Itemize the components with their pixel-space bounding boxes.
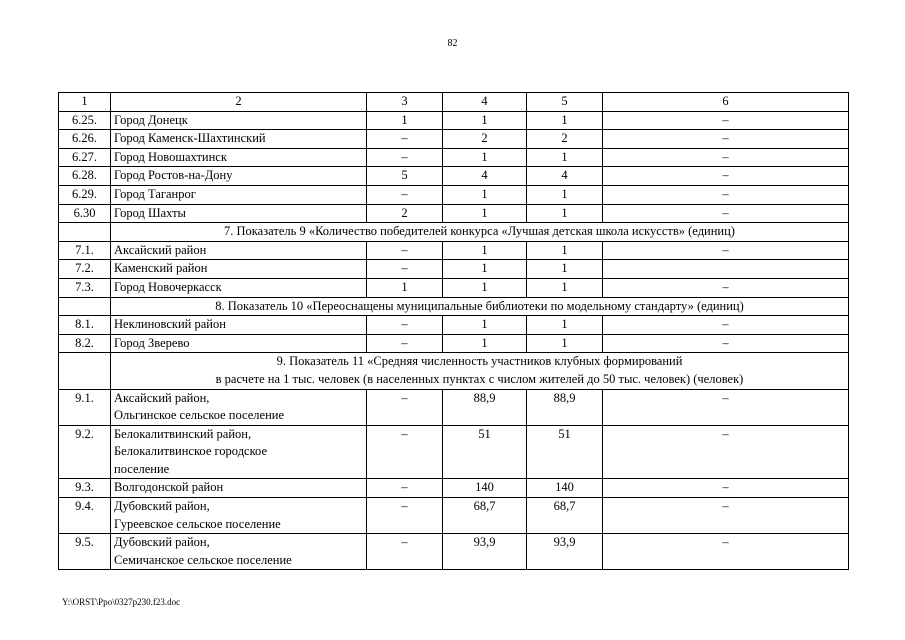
value-cell-col5: 140	[527, 479, 603, 498]
value-cell-col3: –	[367, 498, 443, 534]
row-number-cell: 9.4.	[59, 498, 111, 534]
row-number-cell: 7.1.	[59, 241, 111, 260]
table-row	[59, 204, 849, 223]
value-cell-col3: –	[367, 479, 443, 498]
table-row	[59, 260, 849, 279]
row-number-cell: 9.3.	[59, 479, 111, 498]
row-number-cell: 7.2.	[59, 260, 111, 279]
value-cell-col5: 1	[527, 204, 603, 223]
table-row	[59, 111, 849, 130]
value-cell-col4: 93,9	[443, 534, 527, 570]
value-cell-col5: 88,9	[527, 389, 603, 425]
indicator-table	[58, 92, 849, 570]
value-cell-col4: 88,9	[443, 389, 527, 425]
row-number-cell: 8.1.	[59, 316, 111, 335]
value-cell-col6: –	[603, 534, 849, 570]
value-cell-col3: –	[367, 241, 443, 260]
value-cell-col4: 1	[443, 204, 527, 223]
municipality-cell: Волгодонской район	[111, 479, 367, 498]
header-cell: 1	[59, 93, 111, 112]
municipality-cell: Город Каменск-Шахтинский	[111, 130, 367, 149]
value-cell-col6: –	[603, 130, 849, 149]
value-cell-col6	[603, 260, 849, 279]
section-title: 7. Показатель 9 «Количество победителей конкурса «Лучшая детская школа искусств» (единиц)	[111, 223, 849, 242]
value-cell-col5: 1	[527, 241, 603, 260]
municipality-cell: Белокалитвинский район, Белокалитвинское городское поселение	[111, 425, 367, 479]
value-cell-col5: 4	[527, 167, 603, 186]
value-cell-col5: 51	[527, 425, 603, 479]
row-number-cell: 9.2.	[59, 425, 111, 479]
row-number-cell: 6.25.	[59, 111, 111, 130]
value-cell-col3: –	[367, 185, 443, 204]
header-cell: 5	[527, 93, 603, 112]
value-cell-col3: 5	[367, 167, 443, 186]
table-row	[59, 425, 849, 479]
value-cell-col5: 68,7	[527, 498, 603, 534]
row-number-cell: 6.28.	[59, 167, 111, 186]
municipality-cell: Город Зверево	[111, 334, 367, 353]
value-cell-col5: 1	[527, 111, 603, 130]
value-cell-col6: –	[603, 185, 849, 204]
municipality-cell: Город Шахты	[111, 204, 367, 223]
value-cell-col5: 1	[527, 260, 603, 279]
value-cell-col5: 2	[527, 130, 603, 149]
value-cell-col4: 51	[443, 425, 527, 479]
value-cell-col5: 1	[527, 278, 603, 297]
row-number-cell: 6.27.	[59, 148, 111, 167]
header-cell: 4	[443, 93, 527, 112]
row-number-cell: 9.1.	[59, 389, 111, 425]
municipality-cell: Неклиновский район	[111, 316, 367, 335]
table-row	[59, 316, 849, 335]
value-cell-col3: 1	[367, 111, 443, 130]
row-number-cell: 7.3.	[59, 278, 111, 297]
section-number-cell	[59, 353, 111, 389]
value-cell-col3: –	[367, 534, 443, 570]
municipality-cell: Город Новочеркасск	[111, 278, 367, 297]
value-cell-col6: –	[603, 316, 849, 335]
value-cell-col3: 2	[367, 204, 443, 223]
value-cell-col6: –	[603, 167, 849, 186]
table-row	[59, 241, 849, 260]
row-number-cell: 6.29.	[59, 185, 111, 204]
value-cell-col5: 1	[527, 185, 603, 204]
page-number: 82	[447, 38, 458, 49]
value-cell-col5: 1	[527, 148, 603, 167]
section-title: 9. Показатель 11 «Средняя численность участников клубных формирований в расчете на 1 тыс. человек (в населенных пунктах с числом жителей до 50 тыс. человек) (человек)	[111, 353, 849, 389]
value-cell-col4: 1	[443, 334, 527, 353]
value-cell-col3: –	[367, 130, 443, 149]
section-header-row	[59, 297, 849, 316]
value-cell-col5: 93,9	[527, 534, 603, 570]
municipality-cell: Аксайский район	[111, 241, 367, 260]
value-cell-col4: 1	[443, 185, 527, 204]
municipality-cell: Аксайский район, Ольгинское сельское поселение	[111, 389, 367, 425]
value-cell-col4: 1	[443, 278, 527, 297]
value-cell-col3: 1	[367, 278, 443, 297]
value-cell-col4: 2	[443, 130, 527, 149]
header-cell: 2	[111, 93, 367, 112]
table-row	[59, 389, 849, 425]
municipality-cell: Город Донецк	[111, 111, 367, 130]
header-cell: 3	[367, 93, 443, 112]
value-cell-col6: –	[603, 389, 849, 425]
municipality-cell: Каменский район	[111, 260, 367, 279]
table-row	[59, 334, 849, 353]
table-row	[59, 498, 849, 534]
table-body	[59, 93, 849, 570]
table-row	[59, 167, 849, 186]
header-cell: 6	[603, 93, 849, 112]
table-row	[59, 185, 849, 204]
value-cell-col3: –	[367, 260, 443, 279]
table-row	[59, 278, 849, 297]
section-header-row	[59, 353, 849, 389]
value-cell-col6: –	[603, 479, 849, 498]
value-cell-col4: 1	[443, 316, 527, 335]
value-cell-col5: 1	[527, 334, 603, 353]
municipality-cell: Город Ростов-на-Дону	[111, 167, 367, 186]
row-number-cell: 8.2.	[59, 334, 111, 353]
row-number-cell: 6.26.	[59, 130, 111, 149]
value-cell-col6: –	[603, 334, 849, 353]
value-cell-col6: –	[603, 498, 849, 534]
value-cell-col4: 140	[443, 479, 527, 498]
table-row	[59, 148, 849, 167]
table-row	[59, 534, 849, 570]
section-number-cell	[59, 223, 111, 242]
value-cell-col6: –	[603, 111, 849, 130]
row-number-cell: 6.30	[59, 204, 111, 223]
value-cell-col5: 1	[527, 316, 603, 335]
municipality-cell: Дубовский район, Гуреевское сельское поселение	[111, 498, 367, 534]
value-cell-col6: –	[603, 425, 849, 479]
value-cell-col6: –	[603, 278, 849, 297]
value-cell-col6: –	[603, 148, 849, 167]
value-cell-col4: 1	[443, 148, 527, 167]
section-header-row	[59, 223, 849, 242]
section-number-cell	[59, 297, 111, 316]
value-cell-col3: –	[367, 148, 443, 167]
value-cell-col4: 4	[443, 167, 527, 186]
row-number-cell: 9.5.	[59, 534, 111, 570]
section-title: 8. Показатель 10 «Переоснащены муниципальные библиотеки по модельному стандарту» (единиц)	[111, 297, 849, 316]
footer-file-path: Y:\ORST\Ppo\0327p230.f23.doc	[62, 597, 181, 607]
municipality-cell: Дубовский район, Семичанское сельское поселение	[111, 534, 367, 570]
value-cell-col4: 1	[443, 260, 527, 279]
value-cell-col6: –	[603, 241, 849, 260]
table-header-row	[59, 93, 849, 112]
value-cell-col6: –	[603, 204, 849, 223]
municipality-cell: Город Новошахтинск	[111, 148, 367, 167]
value-cell-col3: –	[367, 316, 443, 335]
value-cell-col3: –	[367, 425, 443, 479]
value-cell-col4: 68,7	[443, 498, 527, 534]
value-cell-col3: –	[367, 389, 443, 425]
value-cell-col3: –	[367, 334, 443, 353]
value-cell-col4: 1	[443, 111, 527, 130]
municipality-cell: Город Таганрог	[111, 185, 367, 204]
value-cell-col4: 1	[443, 241, 527, 260]
table-row	[59, 130, 849, 149]
table-row	[59, 479, 849, 498]
